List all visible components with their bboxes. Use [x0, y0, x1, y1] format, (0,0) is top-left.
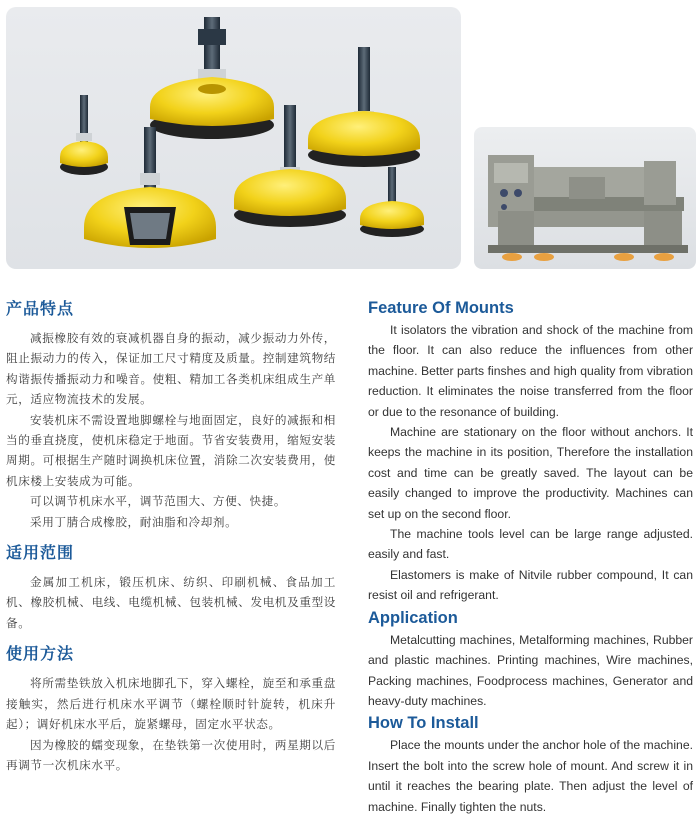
zh-install-title: 使用方法 — [6, 644, 75, 664]
zh-features-para-4: 采用丁腈合成橡胶，耐油脂和冷却剂。 — [30, 514, 238, 529]
zh-install-para-2: 因为橡胶的蠕变现象，在垫铁第一次使用时，两星期以后再调节一次机床水平。 — [6, 737, 336, 772]
zh-features-para-1: 减振橡胶有效的衰减机器自身的振动，减少振动力外传，阻止振动力的传入，保证加工尺寸精度及质量。控制建筑物结构谐振传播振动力和噪音。使粗、精加工各类机床组成生产单元，适应物流技术的发展。 — [6, 331, 336, 407]
en-features-para-1: It isolators the vibration and shock of the machine from the floor. It can also reduce the influences from other machine. Better parts finshes and high quality from vibration reduction. It eliminates the noise transferred from the floor or due to the resonance of building. — [368, 323, 693, 419]
mount-right — [308, 47, 420, 167]
en-features-title: Feature Of Mounts — [368, 299, 514, 317]
en-install-para-1: Place the mounts under the anchor hole of the machine. Insert the bolt into the screw hole of mount. And screw it in until it reaches the bearing plate. Then adjust the level of machine. Finally tighten the nuts. — [368, 738, 693, 814]
zh-features-para-3: 可以调节机床水平，调节范围大、方便、快捷。 — [30, 494, 287, 509]
english-column — [368, 296, 693, 817]
zh-features-title: 产品特点 — [6, 299, 75, 318]
en-install-title: How To Install — [368, 714, 479, 733]
en-application-title: Application — [368, 608, 458, 627]
lathe-photo — [474, 127, 696, 269]
mount-cutaway — [84, 127, 216, 248]
mounts-illustration — [6, 7, 461, 269]
mount-large — [150, 17, 274, 139]
en-application-para-1: Metalcutting machines, Metalforming machines, Rubber and plastic machines. Printing machines, Wire machines, Packing machines, Foodprocess machines, Generator and heavy-duty machines. — [368, 632, 693, 708]
zh-application-para-1: 金属加工机床，锻压机床、纺织、印刷机械、食品加工机、橡胶机械、电线、电缆机械、包装机械、发电机及重型设备。 — [6, 575, 336, 630]
zh-features-para-2: 安装机床不需设置地脚螺栓与地面固定，良好的减振和相当的垂直挠度，使机床稳定于地面。节省安装费用，缩短安装周期。可根据生产随时调换机床位置，消除二次安装费用，使机床楼上安装成为可能。 — [6, 412, 336, 488]
lathe-illustration — [474, 127, 696, 269]
zh-application-title: 适用范围 — [6, 543, 75, 563]
en-features-para-4: Elastomers is make of Nitvile rubber compound, It can resist oil and refrigerant. — [368, 567, 693, 603]
mount-small-left — [60, 95, 108, 175]
mounts-photo — [6, 7, 461, 269]
chinese-column — [6, 296, 336, 775]
en-features-para-3: The machine tools level can be large range adjusted. easily and fast. — [368, 527, 693, 562]
mount-small-right — [360, 167, 424, 237]
zh-install-para-1: 将所需垫铁放入机床地脚孔下，穿入螺栓，旋至和承重盘接触实，然后进行机床水平调节（螺栓顺时针旋转，机床升起）；调好机床水平后，旋紧螺母，固定水平状态。 — [6, 676, 336, 732]
en-features-para-2: Machine are stationary on the floor without anchors. It keeps the machine in its position, Therefore the installation cost and time can be greatly saved. The layout can be easily changed to improve the productivity. Machines can set up on the second floor. — [368, 425, 693, 521]
